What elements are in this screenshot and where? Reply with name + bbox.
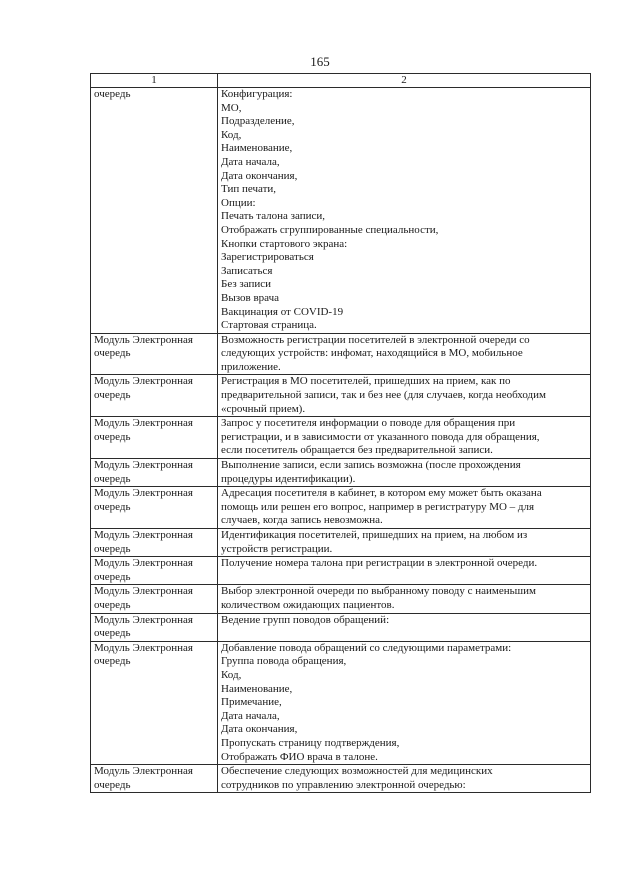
text-line: Выбор электронной очереди по выбранному поводу с наименьшим [221,585,536,598]
text-line: «срочный прием). [221,402,306,415]
description-cell [218,585,591,613]
description-cell [218,375,591,417]
text-line: Отображать сгруппированные специальности, [221,223,439,236]
text-line: Наименование, [221,682,293,695]
text-line: Опции: [221,196,256,209]
text-line: сотрудников по управлению электронной очередью: [221,778,466,791]
text-line: Модуль Электронная [94,417,193,430]
text-line: Зарегистрироваться [221,251,314,264]
text-line: Дата начала, [221,709,280,722]
text-line: МО, [221,101,242,114]
module-cell [91,641,218,764]
text-line: Конфигурация: [221,88,293,100]
requirements-table [90,73,591,793]
text-line: очередь [94,542,131,555]
module-cell [91,529,218,557]
text-line: Дата окончания, [221,169,298,182]
text-line: очередь [94,430,131,443]
text-line: Модуль Электронная [94,641,193,654]
page-number: 165 [310,54,330,69]
text-line: Модуль Электронная [94,613,193,626]
text-line: Тип печати, [221,183,277,196]
text-line: приложение. [221,360,281,373]
text-line: Возможность регистрации посетителей в электронной очереди со [221,333,530,346]
text-line: очередь [94,389,131,402]
text-line: Обеспечение следующих возможностей для медицинских [221,765,493,778]
text-line: очередь [94,570,131,583]
text-line: Ведение групп поводов обращений: [221,613,390,626]
table-row [91,641,591,764]
description-cell [218,417,591,459]
column-header-1: 1 [91,74,218,88]
text-line: Вызов врача [221,291,280,304]
text-line: Запрос у посетителя информации о поводе для обращения при [221,417,516,430]
text-line: Дата окончания, [221,723,298,736]
description-cell [218,765,591,793]
module-cell [91,557,218,585]
text-line: очередь [94,472,131,485]
text-line: Стартовая страница. [221,319,317,332]
text-line: Без записи [221,278,272,291]
text-line: Модуль Электронная [94,529,193,541]
text-line: очередь [94,778,131,791]
table-row [91,375,591,417]
text-line: Вакцинация от COVID-19 [221,305,344,318]
text-line: Адресация посетителя в кабинет, в котором ему может быть оказана [221,487,542,500]
text-line: следующих устройств: инфомат, находящийся в МО, мобильное [221,347,523,360]
text-line: Модуль Электронная [94,459,193,472]
description-cell [218,333,591,375]
text-line: очередь [94,500,131,513]
module-cell [91,613,218,641]
text-line: Пропускать страницу подтверждения, [221,736,400,749]
text-line: Модуль Электронная [94,333,193,346]
text-line: Модуль Электронная [94,375,193,388]
description-cell [218,557,591,585]
text-line: очередь [94,655,131,668]
text-line: Идентификация посетителей, пришедших на прием, на любом из [221,529,528,541]
text-line: Модуль Электронная [94,585,193,598]
text-line: помощь или решен его вопрос, например в регистратуру МО – для [221,500,535,513]
table-row [91,333,591,375]
text-line: случаев, когда запись невозможна. [221,514,383,527]
text-line: Модуль Электронная [94,765,193,778]
text-line: Наименование, [221,142,293,155]
text-line: Подразделение, [221,115,295,128]
module-cell [91,585,218,613]
table-row [91,487,591,529]
module-cell [91,417,218,459]
text-line: Записаться [221,264,273,277]
text-line: если посетитель обращается без предварительной записи. [221,444,493,457]
description-cell [218,459,591,487]
text-line: Отображать ФИО врача в талоне. [221,750,378,763]
description-cell [218,613,591,641]
text-line: очередь [94,347,131,360]
text-line: Группа повода обращения, [221,655,347,668]
text-line: Код, [221,668,242,681]
table-row [91,557,591,585]
module-cell [91,333,218,375]
module-cell [91,765,218,793]
text-line: Код, [221,128,242,141]
text-line: Примечание, [221,696,282,709]
text-line: количеством ожидающих пациентов. [221,598,395,611]
table-row [91,585,591,613]
text-line: Печать талона записи, [221,210,326,223]
text-line: регистрации, и в зависимости от указанного повода для обращения, [221,430,540,443]
text-line: Добавление повода обращений со следующими параметрами: [221,641,512,654]
description-cell [218,641,591,764]
text-line: процедуры идентификации). [221,472,356,485]
module-cell [91,375,218,417]
table-row [91,459,591,487]
description-cell [218,88,591,334]
table-header-row [91,74,591,88]
column-header-2: 2 [218,74,591,88]
text-line: предварительной записи, так и без нее (для случаев, когда необходим [221,389,546,402]
module-cell [91,459,218,487]
table-row [91,765,591,793]
description-cell [218,529,591,557]
text-line: Регистрация в МО посетителей, пришедших на прием, как по [221,375,511,388]
text-line: устройств регистрации. [221,542,333,555]
table-row [91,417,591,459]
text-line: очередь [94,627,131,640]
text-line: Модуль Электронная [94,557,193,570]
text-line: Получение номера талона при регистрации в электронной очереди. [221,557,538,570]
text-line: Дата начала, [221,155,280,168]
text-line: Модуль Электронная [94,487,193,500]
table-row [91,613,591,641]
text-line: очередь [94,598,131,611]
text-line: Кнопки стартового экрана: [221,237,348,250]
text-line: очередь [94,88,131,100]
table-row [91,529,591,557]
module-cell [91,487,218,529]
description-cell [218,487,591,529]
text-line: Выполнение записи, если запись возможна (после прохождения [221,459,521,472]
module-cell [91,88,218,334]
table-row [91,88,591,334]
